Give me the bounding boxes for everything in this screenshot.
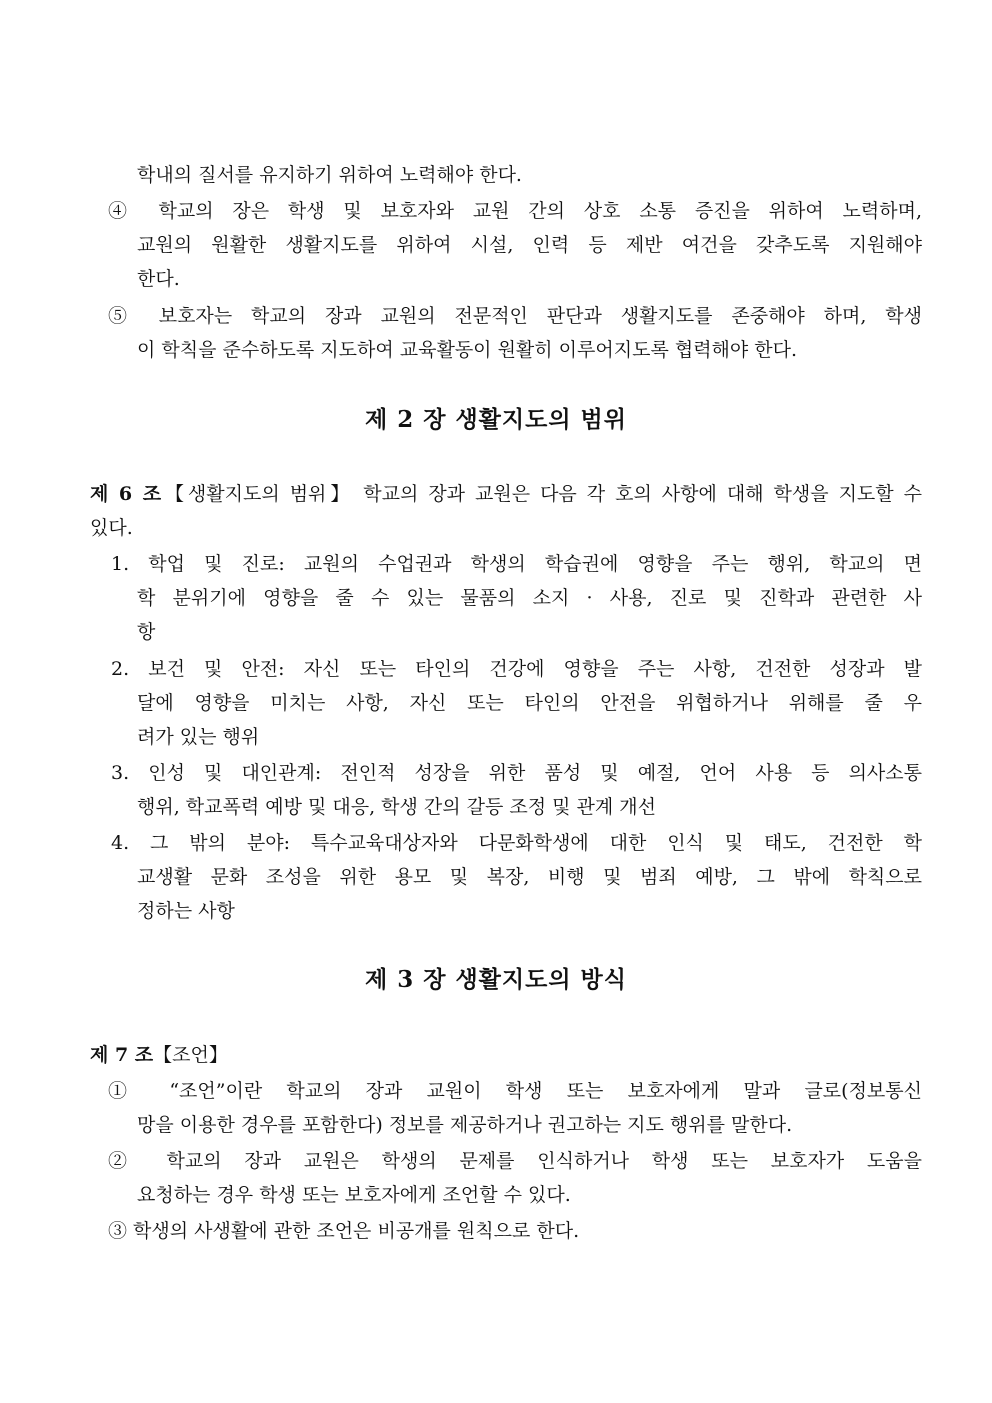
article-6-item-2-line-2: 달에 영향을 미치는 사항, 자신 또는 타인의 안전을 위협하거나 위해를 줄 우 — [137, 692, 922, 714]
article-6-item-1-line-1: 1. 학업 및 진로: 교원의 수업권과 학생의 학습권에 영향을 주는 행위, 학교의 면 — [111, 553, 922, 575]
article-6-item-1-line-3: 항 — [137, 621, 156, 643]
article-7-number: 제 7 조 — [90, 1044, 154, 1066]
paragraph-5-line-2: 이 학칙을 준수하도록 지도하여 교육활동이 원활히 이루어지도록 협력해야 한다. — [137, 339, 798, 361]
article-7-heading: 【조언】 — [153, 1044, 228, 1066]
chapter-2-title: 제 2 장 생활지도의 범위 — [365, 406, 627, 433]
article-6-number: 제 6 조 — [90, 483, 162, 505]
article-6-line-1 — [90, 482, 922, 506]
chapter-3-title: 제 3 장 생활지도의 방식 — [365, 966, 627, 993]
paragraph-continuation: 학내의 질서를 유지하기 위하여 노력해야 한다. — [137, 164, 522, 186]
article-6-item-1-line-2: 학 분위기에 영향을 줄 수 있는 물품의 소지 · 사용, 진로 및 진학과 관련한 사 — [137, 587, 922, 609]
article-6-item-2-line-3: 려가 있는 행위 — [137, 726, 260, 748]
article-6-heading: 【생활지도의 범위】 — [161, 483, 354, 505]
article-7-item-2-line-2: 요청하는 경우 학생 또는 보호자에게 조언할 수 있다. — [137, 1184, 571, 1206]
article-6-item-4-line-1: 4. 그 밖의 분야: 특수교육대상자와 다문화학생에 대한 인식 및 태도, 건전한 학 — [111, 832, 922, 854]
article-6-item-2-line-1: 2. 보건 및 안전: 자신 또는 타인의 건강에 영향을 주는 사항, 건전한 성장과 발 — [111, 658, 922, 680]
article-6-item-3-line-2: 행위, 학교폭력 예방 및 대응, 학생 간의 갈등 조정 및 관계 개선 — [137, 796, 657, 818]
article-6-text: 학교의 장과 교원은 다음 각 호의 사항에 대해 학생을 지도할 수 — [353, 483, 922, 505]
paragraph-4-line-1: ④ 학교의 장은 학생 및 보호자와 교원 간의 상호 소통 증진을 위하여 노력하며, — [108, 200, 922, 222]
article-6-item-4-line-2: 교생활 문화 조성을 위한 용모 및 복장, 비행 및 범죄 예방, 그 밖에 학칙으로 — [137, 866, 922, 888]
article-7-item-2-line-1: ② 학교의 장과 교원은 학생의 문제를 인식하거나 학생 또는 보호자가 도움을 — [108, 1150, 922, 1172]
paragraph-4-line-2: 교원의 원활한 생활지도를 위하여 시설, 인력 등 제반 여건을 갖추도록 지원해야 — [137, 234, 922, 256]
article-6-item-3-line-1: 3. 인성 및 대인관계: 전인적 성장을 위한 품성 및 예절, 언어 사용 등 의사소통 — [111, 762, 922, 784]
article-7-item-1-line-1: ① “조언”이란 학교의 장과 교원이 학생 또는 보호자에게 말과 글로(정보통신 — [108, 1080, 922, 1102]
article-6-item-4-line-3: 정하는 사항 — [137, 900, 235, 922]
paragraph-4-line-3: 한다. — [137, 268, 180, 290]
article-7-item-1-line-2: 망을 이용한 경우를 포함한다) 정보를 제공하거나 권고하는 지도 행위를 말한다. — [137, 1114, 793, 1136]
article-6-line-2: 있다. — [90, 517, 133, 539]
article-7-title — [90, 1043, 228, 1067]
paragraph-5-line-1: ⑤ 보호자는 학교의 장과 교원의 전문적인 판단과 생활지도를 존중해야 하며, 학생 — [108, 305, 922, 327]
article-7-item-3-line-1: ③ 학생의 사생활에 관한 조언은 비공개를 원칙으로 한다. — [108, 1220, 580, 1242]
